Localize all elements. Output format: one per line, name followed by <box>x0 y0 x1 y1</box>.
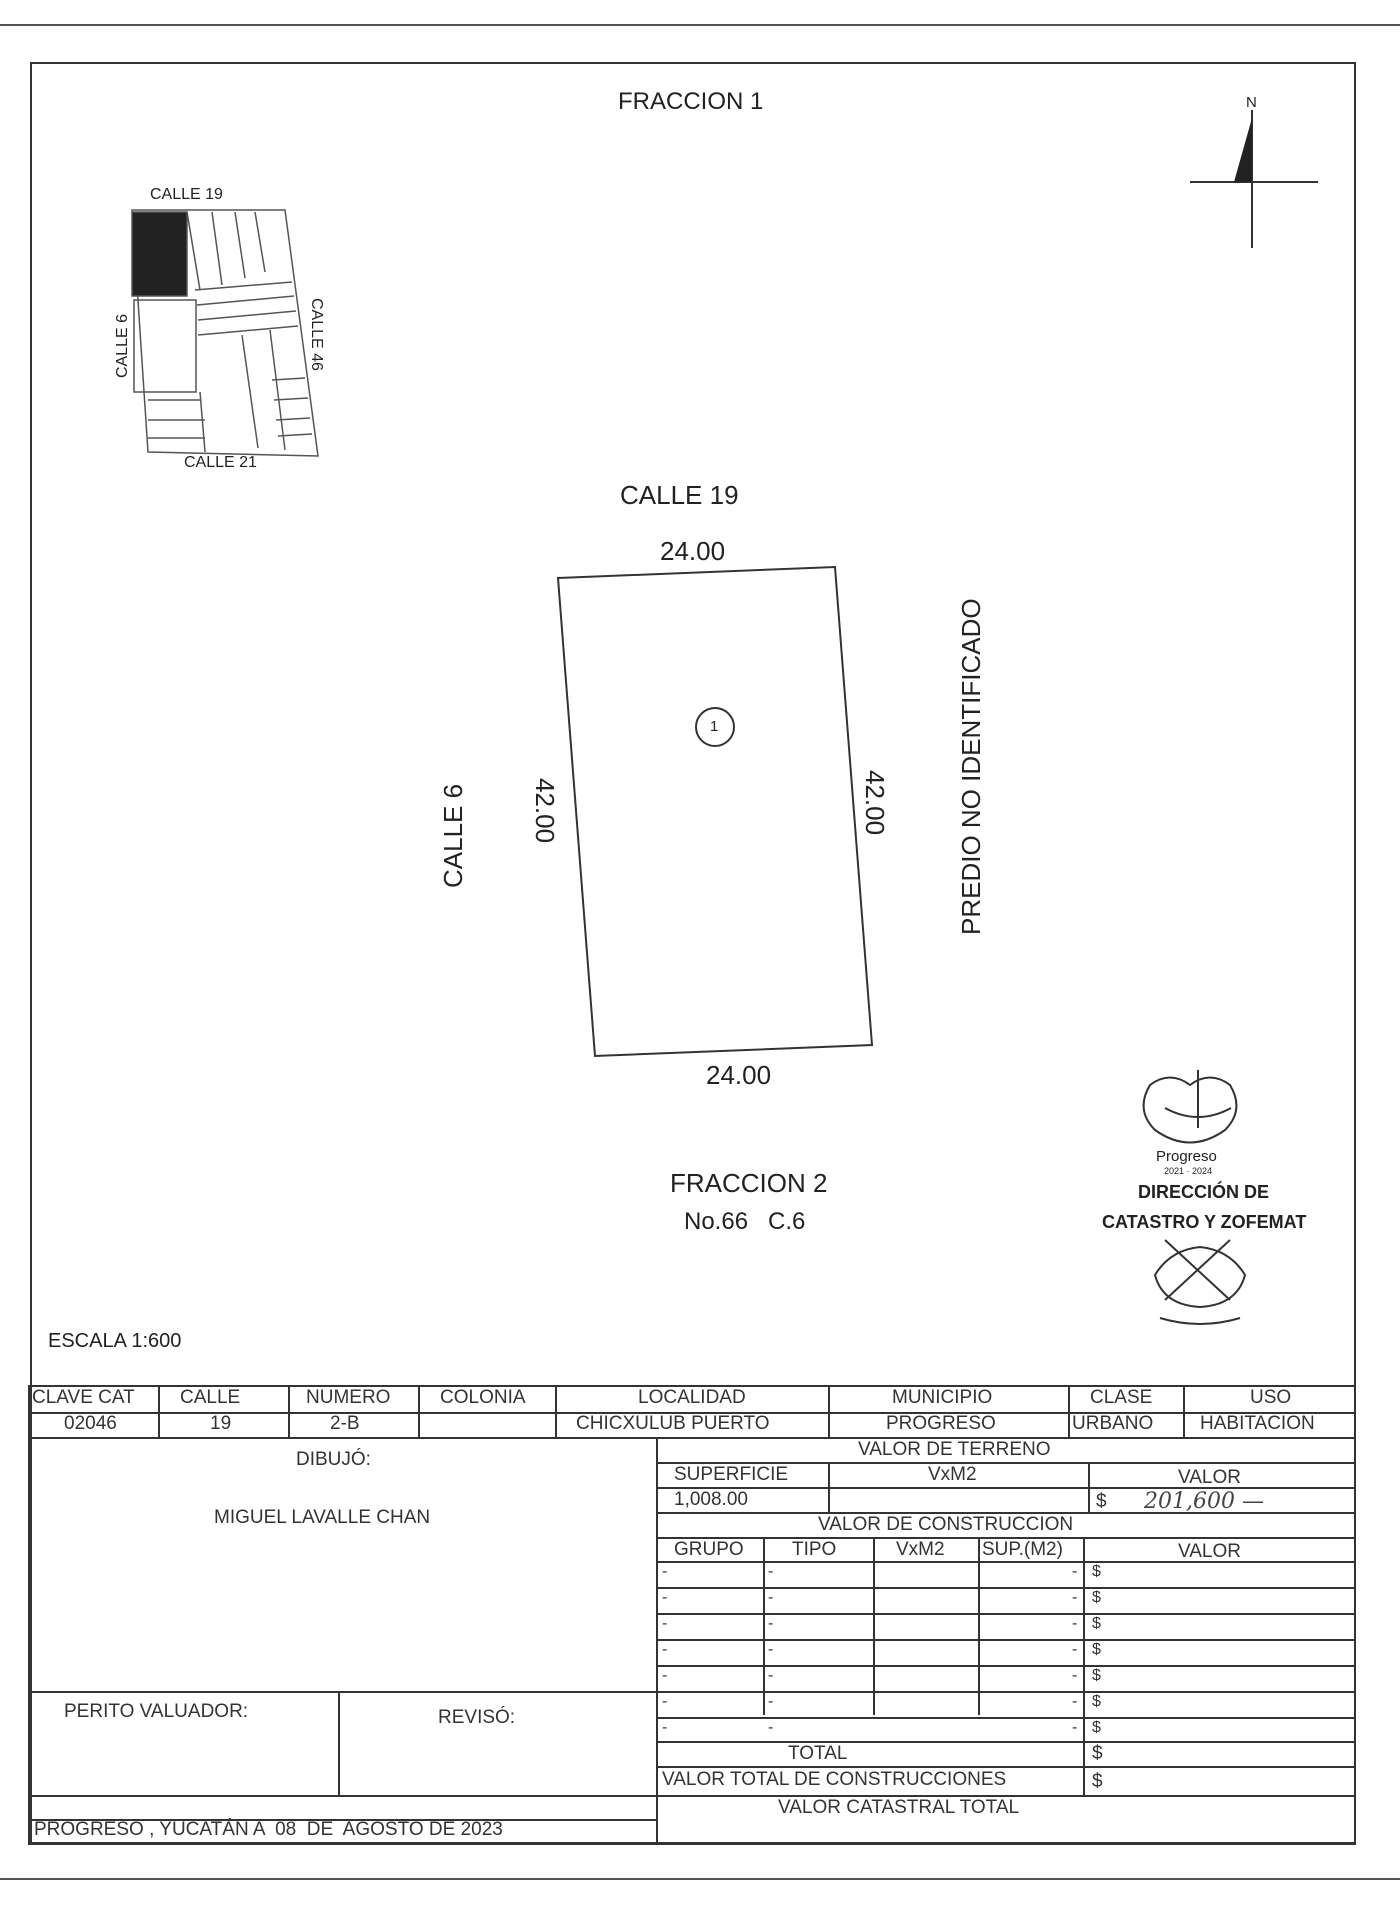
bottom-fraction-sublabel: No.66 C.6 <box>684 1208 806 1235</box>
hdr-colonia: COLONIA <box>440 1387 526 1408</box>
location-map-street-bottom: CALLE 21 <box>184 454 257 471</box>
val-numero: 2-B <box>330 1413 360 1434</box>
valor-total-label: VALOR TOTAL DE CONSTRUCCIONES <box>662 1769 1007 1790</box>
row-tipo: - <box>768 1615 774 1632</box>
top-fraction-label: FRACCION 1 <box>618 88 764 115</box>
scale-label: ESCALA 1:600 <box>48 1330 182 1352</box>
dim-bottom: 24.00 <box>706 1060 772 1090</box>
dibujo-label: DIBUJÓ: <box>296 1449 371 1470</box>
row-sup: - <box>1072 1615 1078 1632</box>
hdr-clave: CLAVE CAT <box>32 1387 135 1408</box>
dibujo-name: MIGUEL LAVALLE CHAN <box>214 1507 431 1528</box>
street-left-label: CALLE 6 <box>438 783 468 888</box>
reviso-label: REVISÓ: <box>438 1707 516 1728</box>
col-valor: VALOR <box>1178 1541 1242 1562</box>
val-municipio: PROGRESO <box>886 1413 996 1434</box>
total-currency: $ <box>1092 1743 1103 1764</box>
title-block <box>28 1385 1356 1845</box>
footer-date: PROGRESO , YUCATÁN A 08 DE AGOSTO DE 2023 <box>34 1819 503 1840</box>
val-uso: HABITACION <box>1200 1413 1315 1434</box>
row-tipo: - <box>768 1667 774 1684</box>
dim-top: 24.00 <box>660 536 726 566</box>
col-tipo: TIPO <box>792 1539 837 1560</box>
seal-line2: CATASTRO Y ZOFEMAT <box>1102 1212 1307 1232</box>
valor-construccion-title: VALOR DE CONSTRUCCION <box>818 1514 1074 1535</box>
row-tipo: - <box>768 1641 774 1658</box>
dim-right: 42.00 <box>860 770 890 836</box>
row-grupo: - <box>662 1563 668 1580</box>
seal-name: Progreso <box>1156 1148 1217 1165</box>
perito-label: PERITO VALUADOR: <box>64 1701 249 1722</box>
location-map-street-top: CALLE 19 <box>150 186 223 203</box>
row-tipo: - <box>768 1563 774 1580</box>
valor-label: VALOR <box>1178 1467 1242 1488</box>
hdr-municipio: MUNICIPIO <box>892 1387 993 1408</box>
right-property-label: PREDIO NO IDENTIFICADO <box>956 598 986 935</box>
row-sup: - <box>1072 1719 1078 1736</box>
north-label: N <box>1246 94 1257 111</box>
row-tipo: - <box>768 1589 774 1606</box>
row-tipo: - <box>768 1693 774 1710</box>
hdr-clase: CLASE <box>1090 1387 1153 1408</box>
hdr-numero: NUMERO <box>306 1387 391 1408</box>
val-clase: URBANO <box>1072 1413 1154 1434</box>
row-currency: $ <box>1092 1667 1101 1684</box>
row-tipo: - <box>768 1719 774 1736</box>
row-sup: - <box>1072 1589 1078 1606</box>
bottom-fraction-label: FRACCION 2 <box>670 1168 828 1198</box>
hdr-calle: CALLE <box>180 1387 241 1408</box>
location-map-street-right: CALLE 46 <box>308 298 325 371</box>
seal-line1: DIRECCIÓN DE <box>1138 1182 1270 1202</box>
row-currency: $ <box>1092 1719 1101 1736</box>
catastral-label: VALOR CATASTRAL TOTAL <box>778 1797 1020 1818</box>
row-currency: $ <box>1092 1693 1101 1710</box>
vxm2-label: VxM2 <box>928 1464 977 1485</box>
row-currency: $ <box>1092 1589 1101 1606</box>
row-grupo: - <box>662 1589 668 1606</box>
valor-terreno-title: VALOR DE TERRENO <box>858 1439 1051 1460</box>
valor-total-currency: $ <box>1092 1771 1103 1792</box>
row-grupo: - <box>662 1719 668 1736</box>
row-grupo: - <box>662 1615 668 1632</box>
val-clave: 02046 <box>64 1413 117 1434</box>
hdr-localidad: LOCALIDAD <box>638 1387 746 1408</box>
val-localidad: CHICXULUB PUERTO <box>576 1413 770 1434</box>
superficie-label: SUPERFICIE <box>674 1464 789 1485</box>
row-grupo: - <box>662 1641 668 1658</box>
total-label: TOTAL <box>788 1743 848 1764</box>
row-sup: - <box>1072 1667 1078 1684</box>
dim-left: 42.00 <box>530 778 560 844</box>
valor-terreno-currency: $ <box>1096 1491 1107 1512</box>
location-map-street-left: CALLE 6 <box>114 313 131 378</box>
col-grupo: GRUPO <box>674 1539 744 1560</box>
row-sup: - <box>1072 1693 1078 1710</box>
lot-number: 1 <box>710 718 719 735</box>
row-grupo: - <box>662 1667 668 1684</box>
hdr-uso: USO <box>1250 1387 1292 1408</box>
row-currency: $ <box>1092 1615 1101 1632</box>
valor-terreno-value: 201,600 — <box>1144 1489 1264 1514</box>
col-sup: SUP.(M2) <box>982 1539 1063 1560</box>
val-calle: 19 <box>210 1413 232 1434</box>
seal-years: 2021 · 2024 <box>1164 1166 1213 1176</box>
row-currency: $ <box>1092 1641 1101 1658</box>
row-sup: - <box>1072 1641 1078 1658</box>
row-sup: - <box>1072 1563 1078 1580</box>
row-currency: $ <box>1092 1563 1101 1580</box>
superficie-value: 1,008.00 <box>674 1489 748 1510</box>
col-vxm2: VxM2 <box>896 1539 945 1560</box>
row-grupo: - <box>662 1693 668 1710</box>
street-top-label: CALLE 19 <box>620 480 739 510</box>
